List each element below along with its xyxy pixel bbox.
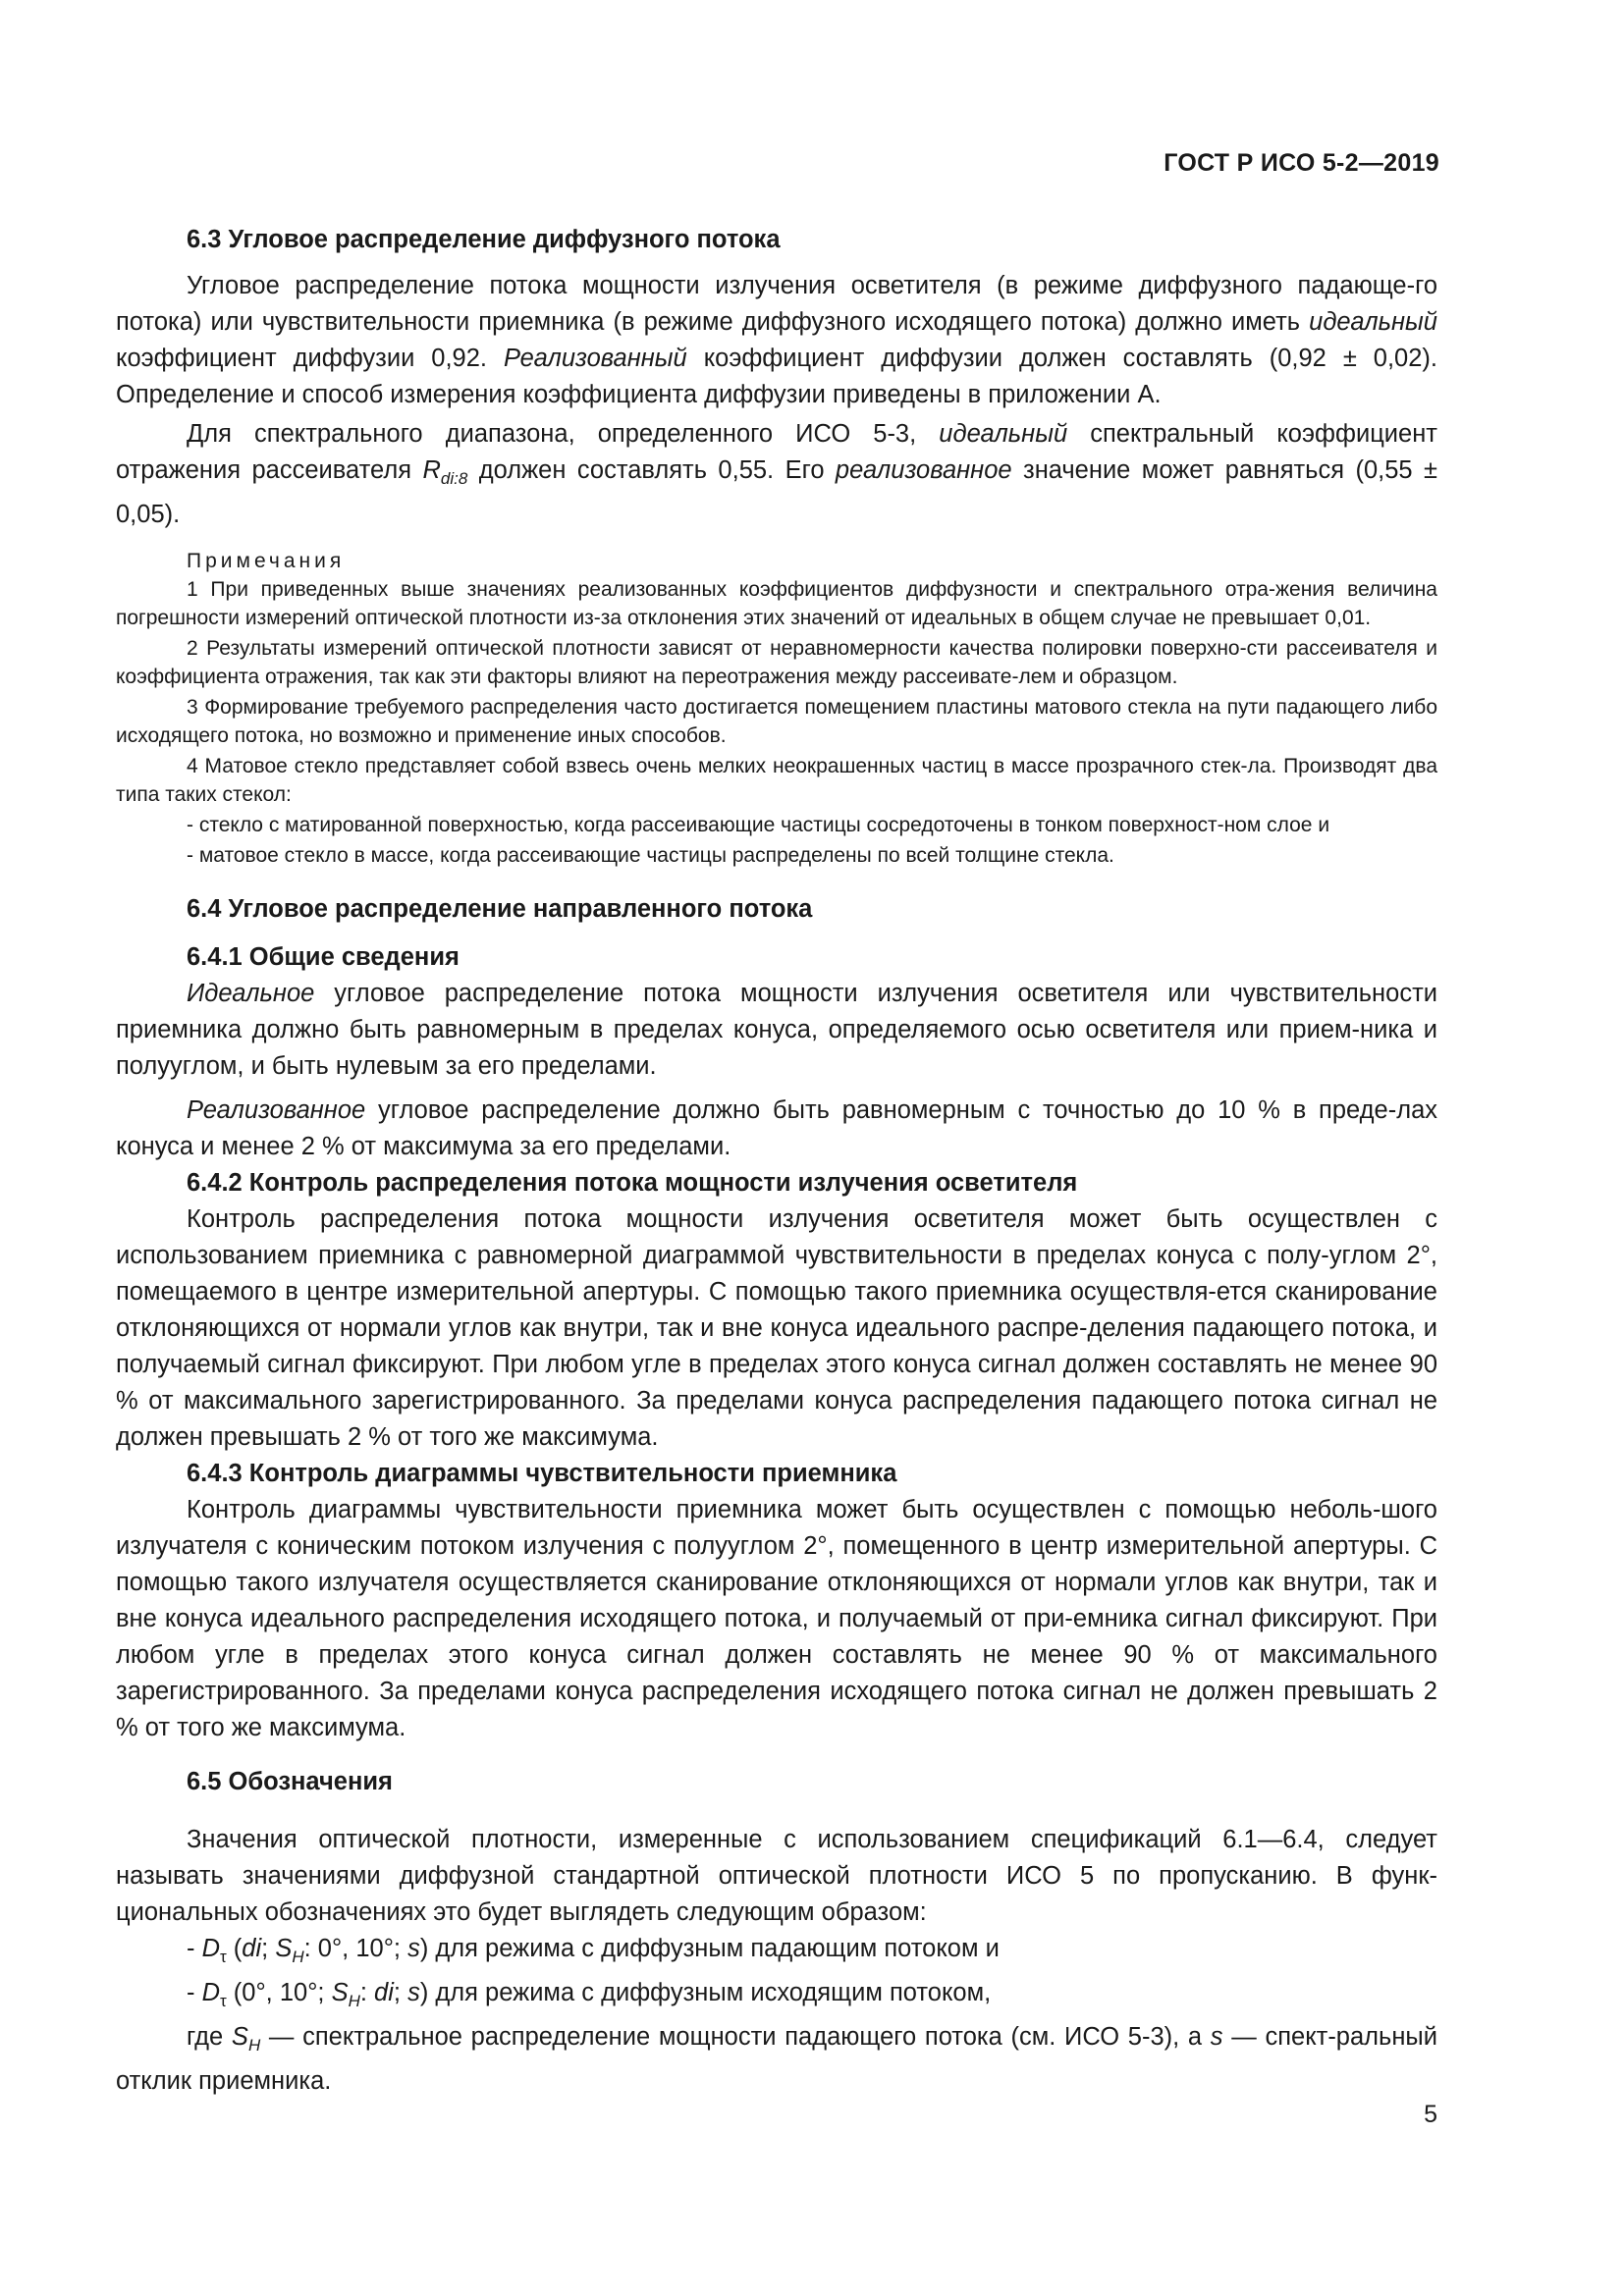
section-6-5-title: 6.5 Обозначения [187, 1768, 393, 1796]
page-number: 5 [1424, 2101, 1437, 2128]
text-run-italic: реализованное [835, 456, 1012, 484]
text-run: ( [226, 1935, 243, 1963]
symbol-s: S [275, 1935, 293, 1963]
section-6-5-paragraph-2 [116, 2019, 1437, 2100]
text-run: — спектральное распределение мощности падающего потока (см. ИСО 5-3), а [260, 2023, 1211, 2052]
text-run: - [187, 1979, 202, 2007]
text-run: (0°, 10°; [226, 1979, 332, 2007]
text-run: Угловое распределение потока мощности излучения осветителя (в режиме диффузного падающе-го потока) или чувствительности приемника (в режиме диффузного исходящего потока) должно иметь [116, 272, 1437, 336]
symbol-subscript: di:8 [440, 469, 468, 489]
section-6-4-1-paragraph-2 [116, 1093, 1437, 1165]
text-run-italic: Идеальное [187, 980, 315, 1008]
note-4: 4 Матовое стекло представляет собой взвесь очень мелких неокрашенных частиц в массе прозрачного стек-ла. Производят два типа таких стекол: [116, 755, 1437, 807]
text-run-italic: Реализованное [187, 1096, 366, 1125]
text-run: где [187, 2023, 232, 2052]
section-6-4-2-title: 6.4.2 Контроль распределения потока мощности излучения осветителя [187, 1169, 1078, 1198]
text-run-italic: идеальный [1309, 308, 1437, 336]
page-content [116, 222, 1437, 2100]
note-4-item-2: - матовое стекло в массе, когда рассеивающие частицы распределены по всей толщине стекла. [187, 844, 1114, 868]
note-1: 1 При приведенных выше значениях реализованных коэффициентов диффузности и спектрального отра-жения величина погрешности измерений оптической плотности из-за отклонения этих значений от идеальных в общем случае не превышает 0,01. [116, 578, 1437, 630]
text-run: угловое распределение потока мощности излучения осветителя или чувствительности приемника должно быть равномерным в пределах конуса, определяемого осью осветителя или прием-ника и полууглом, и быть нулевым за его пределами. [116, 980, 1437, 1081]
section-6-4-3-title: 6.4.3 Контроль диаграммы чувствительности приемника [187, 1460, 897, 1488]
text-run: спектральный коэффициент отражения рассеивателя [116, 420, 1437, 484]
note-3: 3 Формирование требуемого распределения часто достигается помещением пластины матового стекла на пути падающего либо исходящего потока, но возможно и применение иных способов. [116, 696, 1437, 748]
note-4-item-1: - стекло с матированной поверхностью, когда рассеивающие частицы сосредоточены в тонком поверхност-ном слое и [187, 814, 1330, 837]
section-6-4-2-paragraph: Контроль распределения потока мощности излучения осветителя может быть осуществлен с использованием приемника с равномерной диаграммой чувствительности в пределах конуса с полу-углом 2°, помещаемого в центре измерительной апертуры. С помощью такого приемника осуществля-ется сканирование отклоняющихся от нормали углов как внутри, так и вне конуса идеального распре-деления падающего потока, и получаемый сигнал фиксируют. При любом угле в пределах этого конуса сигнал должен составлять не менее 90 % от максимального зарегистрированного. За пределами конуса распределения падающего потока сигнал не должен превышать 2 % от того же максимума. [116, 1205, 1437, 1452]
text-run-italic: идеальный [939, 420, 1068, 448]
text-run: ; [261, 1935, 276, 1963]
notes-title: Примечания [187, 550, 346, 573]
text-run: значение может равняться (0,55 ± 0,05). [116, 456, 1437, 529]
symbol-s: S [331, 1979, 349, 2007]
section-6-5-item-1 [116, 1931, 1437, 1975]
text-run: коэффициент диффузии должен составлять (0,92 ± 0,02). Определение и способ измерения коэффициента диффузии приведены в приложении А. [116, 345, 1437, 408]
symbol-r: R [422, 456, 441, 484]
text-run: - [187, 1935, 202, 1963]
text-run: ) для режима с диффузным исходящим потоком, [419, 1979, 992, 2007]
symbol-s-lower: s [407, 1935, 420, 1963]
text-run: Для спектрального диапазона, определенного ИСО 5-3, [187, 420, 940, 448]
section-6-4-3-paragraph: Контроль диаграммы чувствительности приемника может быть осуществлен с помощью неболь-шого излучателя с коническим потоком излучения с полууглом 2°, помещенного в центр измерительной апертуры. С помощью такого излучателя осуществляется сканирование отклоняющихся от нормали углов как внутри, так и вне конуса идеального распределения исходящего потока, и получаемый от при-емника сигнал фиксируют. При любом угле в пределах этого конуса сигнал должен составлять не менее 90 % от максимального зарегистрированного. За пределами конуса распределения исходящего потока сигнал не должен превышать 2 % от того же максимума. [116, 1496, 1437, 1742]
text-run: коэффициент диффузии 0,92. [116, 345, 504, 372]
text-run: ) для режима с диффузным падающим потоком и [419, 1935, 1000, 1963]
symbol-s-lower: s [1210, 2023, 1223, 2052]
text-run-italic: Реализованный [503, 345, 687, 372]
section-6-4-1-title: 6.4.1 Общие сведения [187, 943, 460, 972]
text-run: — спект-ральный отклик приемника. [116, 2023, 1437, 2096]
symbol-h: H [247, 2036, 261, 2056]
section-6-4-1-paragraph-1 [116, 976, 1437, 1085]
symbol-s: S [231, 2023, 248, 2052]
section-6-3-title: 6.3 Угловое распределение диффузного потока [187, 226, 781, 253]
note-2: 2 Результаты измерений оптической плотности зависят от неравномерности качества полировки поверхно-сти рассеивателя и коэффициента отражения, так как эти факторы влияют на переотражения между рассеивате-лем и образцом. [116, 637, 1437, 689]
section-6-5-item-2 [116, 1975, 1437, 2019]
symbol-h: H [348, 1992, 360, 2011]
section-6-3-paragraph-1 [116, 268, 1437, 413]
notes-block [116, 547, 1437, 870]
symbol-di: di [374, 1979, 394, 2007]
text-run: : 0°, 10°; [303, 1935, 408, 1963]
section-6-5-paragraph-1: Значения оптической плотности, измеренные с использованием спецификаций 6.1—6.4, следует называть значениями диффузной стандартной оптической плотности ИСО 5 по пропусканию. В функ-циональных обозначениях это будет выглядеть следующим образом: [116, 1826, 1437, 1927]
symbol-di: di [242, 1935, 262, 1963]
symbol-tau: τ [220, 1992, 227, 2011]
text-run: : [359, 1979, 375, 2007]
text-run: должен составлять 0,55. Его [467, 456, 836, 484]
symbol-tau: τ [220, 1948, 227, 1967]
symbol-d: D [201, 1935, 220, 1963]
section-6-4-title: 6.4 Угловое распределение направленного потока [187, 895, 813, 924]
symbol-h: H [292, 1948, 304, 1967]
text-run: ; [393, 1979, 408, 2007]
section-6-3-paragraph-2 [116, 416, 1437, 533]
document-code: ГОСТ Р ИСО 5-2—2019 [1164, 149, 1439, 177]
symbol-s-lower: s [407, 1979, 420, 2007]
text-run: угловое распределение должно быть равномерным с точностью до 10 % в преде-лах конуса и менее 2 % от максимума за его пределами. [116, 1096, 1437, 1161]
symbol-d: D [201, 1979, 220, 2007]
